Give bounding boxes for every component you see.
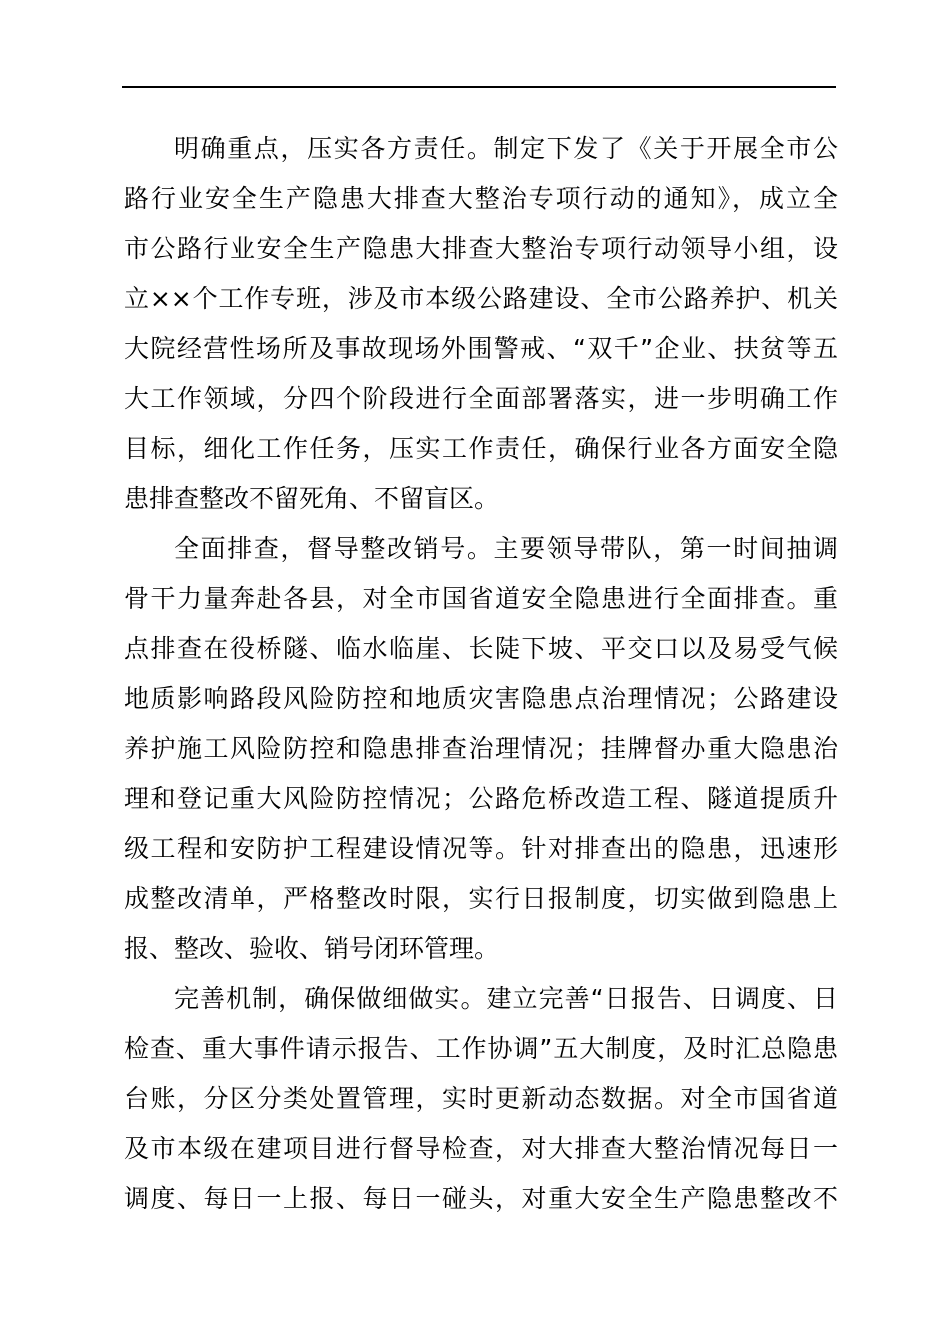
text-line: 完善机制，确保做细做实。建立完善“日报告、日调度、日 [174, 984, 838, 1013]
header-rule [122, 86, 836, 88]
text-line: 市公路行业安全生产隐患大排查大整治专项行动领导小组，设 [124, 234, 838, 263]
text-line: 调度、每日一上报、每日一碰头，对重大安全生产隐患整改不 [124, 1184, 838, 1213]
text-line: 立××个工作专班，涉及市本级公路建设、全市公路养护、机关 [124, 284, 838, 313]
text-line: 及市本级在建项目进行督导检查，对大排查大整治情况每日一 [124, 1134, 838, 1163]
text-line: 养护施工风险防控和隐患排查治理情况；挂牌督办重大隐患治 [124, 734, 838, 763]
text-line: 路行业安全生产隐患大排查大整治专项行动的通知》，成立全 [124, 184, 838, 213]
paragraph-3 [124, 974, 838, 1224]
text-line: 目标，细化工作任务，压实工作责任，确保行业各方面安全隐 [124, 434, 838, 463]
text-line: 台账，分区分类处置管理，实时更新动态数据。对全市国省道 [124, 1084, 838, 1113]
text-line: 地质影响路段风险防控和地质灾害隐患点治理情况；公路建设 [124, 684, 838, 713]
text-line: 大工作领域，分四个阶段进行全面部署落实，进一步明确工作 [124, 384, 838, 413]
text-line: 患排查整改不留死角、不留盲区。 [124, 484, 500, 513]
text-line: 骨干力量奔赴各县，对全市国省道安全隐患进行全面排查。重 [124, 584, 838, 613]
text-line: 明确重点，压实各方责任。制定下发了《关于开展全市公 [174, 134, 838, 163]
text-line: 大院经营性场所及事故现场外围警戒、“双千”企业、扶贫等五 [124, 334, 838, 363]
text-line: 级工程和安防护工程建设情况等。针对排查出的隐患，迅速形 [124, 834, 838, 863]
text-line: 报、整改、验收、销号闭环管理。 [124, 934, 500, 963]
paragraph-1 [124, 124, 838, 524]
text-line: 全面排查，督导整改销号。主要领导带队，第一时间抽调 [174, 534, 838, 563]
document-body [124, 124, 838, 1224]
text-line: 理和登记重大风险防控情况；公路危桥改造工程、隧道提质升 [124, 784, 838, 813]
text-line: 检查、重大事件请示报告、工作协调”五大制度，及时汇总隐患 [124, 1034, 838, 1063]
paragraph-2 [124, 524, 838, 974]
text-line: 成整改清单，严格整改时限，实行日报制度，切实做到隐患上 [124, 884, 838, 913]
text-line: 点排查在役桥隧、临水临崖、长陡下坡、平交口以及易受气候 [124, 634, 838, 663]
